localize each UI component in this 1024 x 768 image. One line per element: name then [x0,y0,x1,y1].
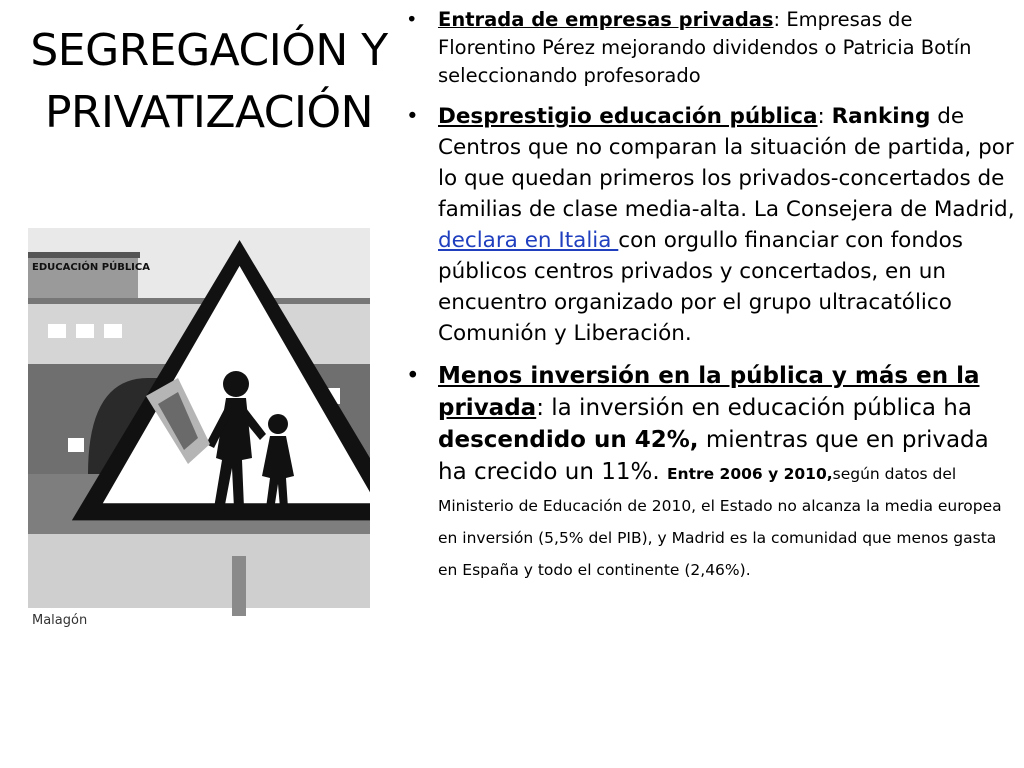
bullet-1-text: : Empresas de Florentino Pérez mejorando dividendos o Patricia Botín seleccionando profesorado [438,8,972,87]
bullet-item-desprestigio [404,101,1016,349]
bullet-3-period: Entre 2006 y 2010, [666,465,833,483]
bullet-dot-3: • [406,363,420,389]
bullet-1-heading: Entrada de empresas privadas [438,8,774,31]
bullet-item-inversion [404,360,1016,584]
declara-en-italia-link[interactable]: declara en Italia [438,228,619,253]
bullet-3-text-b: mientras que en privada ha crecido un 11%. [438,427,989,485]
title-line-2: PRIVATIZACIÓN [44,87,374,138]
bullet-3-small-text: según datos del Ministerio de Educación de 2010, el Estado no alcanza la media europea en inversión (5,5% del PIB), y Madrid es la comunidad que menos gasta en España y todo el continente (2,46%). [438,465,1002,579]
bullet-item-empresas [404,6,1016,90]
building-sign-text: EDUCACIÓN PÚBLICA [32,262,150,273]
bullet-dot-1: • [406,8,418,31]
slide-title [14,20,404,144]
bullet-2-text-a: de Centros que no comparan la situación de partida, por lo que quedan primeros los privados-concertados de familias de clase media-alta. La Consejera de Madrid, [438,104,1015,222]
bullet-2-sep: : [817,104,832,129]
bullet-3-text-a: : la inversión en educación pública ha [536,395,972,421]
crossing-sign-picture [28,228,370,638]
bullet-dot-2: • [406,104,419,129]
bullet-2-heading: Desprestigio educación pública [438,104,818,129]
bullet-2-text-b: con orgullo financiar con fondos públicos centros privados y concertados, en un encuentro organizado por el grupo ultracatólico Comunión y Liberación. [438,228,963,346]
image-caption: Malagón [32,613,88,628]
bullet-3-decline: descendido un 42%, [438,427,699,453]
school-crossing-illustration [28,228,370,638]
bullet-3-heading: Menos inversión en la pública y más en la privada [438,363,980,421]
bullet-list [404,6,1016,595]
bullet-2-ranking: Ranking [831,104,931,129]
title-line-1: SEGREGACIÓN Y [30,25,388,76]
